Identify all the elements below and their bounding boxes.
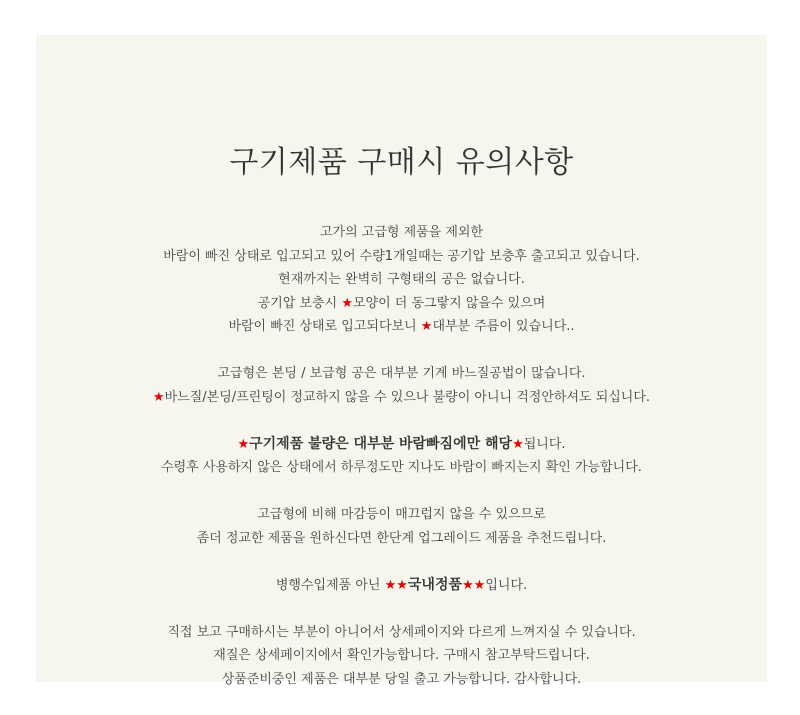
notice-line: 좀더 정교한 제품을 원하신다면 한단계 업그레이드 제품을 추천드립니다. [196, 530, 607, 546]
notice-line: 바람이 빠진 상태로 입고되고 있어 수량1개일때는 공기압 보충후 출고되고 있습니다. [163, 248, 640, 264]
notice-line: 고급형은 본딩 / 보급형 공은 대부분 기계 바느질공법이 많습니다. [217, 366, 586, 381]
notice-line: 고급형에 비해 마감등이 매끄럽지 않을 수 있으므로 [257, 507, 546, 522]
notice-line [36, 574, 767, 598]
notice-text: 병행수입제품 아닌 [275, 577, 385, 593]
notice-line [36, 433, 767, 457]
star-icon: ★ [237, 436, 250, 452]
notice-line: 상품준비중인 제품은 대부분 당일 출고 가능합니다. 감사합니다. [221, 671, 582, 687]
notice-paragraph-closing [36, 621, 767, 692]
star-icon: ★ [152, 389, 165, 405]
notice-text: 됩니다. [523, 436, 566, 452]
notice-text: 입니다. [485, 577, 528, 593]
notice-panel [36, 35, 767, 687]
notice-highlight: 구기제품 불량은 대부분 바람빠짐에만 해당 [249, 435, 513, 452]
notice-line: 수령후 사용하지 않은 상태에서 하루정도만 지나도 바람이 빠지는지 확인 가능합니다. [161, 460, 642, 475]
star-icon: ★ [420, 319, 433, 334]
notice-line [36, 386, 767, 410]
notice-line: 고가의 고급형 제품을 제외한 [319, 225, 484, 240]
notice-text: 바느질/본딩/프린팅이 정교하지 않을 수 있으나 불량이 아니니 걱정안하셔도 되십니다. [164, 389, 651, 405]
notice-paragraph-stitching [36, 362, 767, 409]
notice-body [36, 221, 767, 715]
notice-line: 재질은 상세페이지에서 확인가능합니다. 구매시 참고부탁드립니다. [213, 648, 590, 663]
notice-paragraph-genuine [36, 574, 767, 598]
notice-line [36, 315, 767, 339]
page-title: 구기제품 구매시 유의사항 [229, 145, 574, 180]
star-icon: ★★ [384, 577, 408, 593]
notice-highlight: 국내정품 [407, 576, 463, 593]
notice-line: 직접 보고 구매하시는 부분이 아니어서 상세페이지와 다르게 느껴지실 수 있습니다. [167, 624, 636, 640]
star-icon: ★ [512, 436, 524, 452]
notice-line: 현재까지는 완벽히 구형태의 공은 없습니다. [278, 272, 525, 287]
notice-paragraph-finish [36, 503, 767, 550]
notice-text: 공기압 보충시 [257, 295, 342, 311]
notice-text: 대부분 주름이 있습니다.. [432, 319, 575, 334]
notice-paragraph-defects [36, 433, 767, 480]
star-icon: ★★ [462, 577, 486, 593]
notice-line [36, 292, 767, 316]
star-icon: ★ [341, 295, 353, 311]
notice-text: 모양이 더 동그랗지 않을수 있으며 [352, 295, 546, 311]
notice-paragraph-air-pressure [36, 221, 767, 339]
notice-text: 바람이 빠진 상태로 입고되다보니 [228, 319, 421, 334]
